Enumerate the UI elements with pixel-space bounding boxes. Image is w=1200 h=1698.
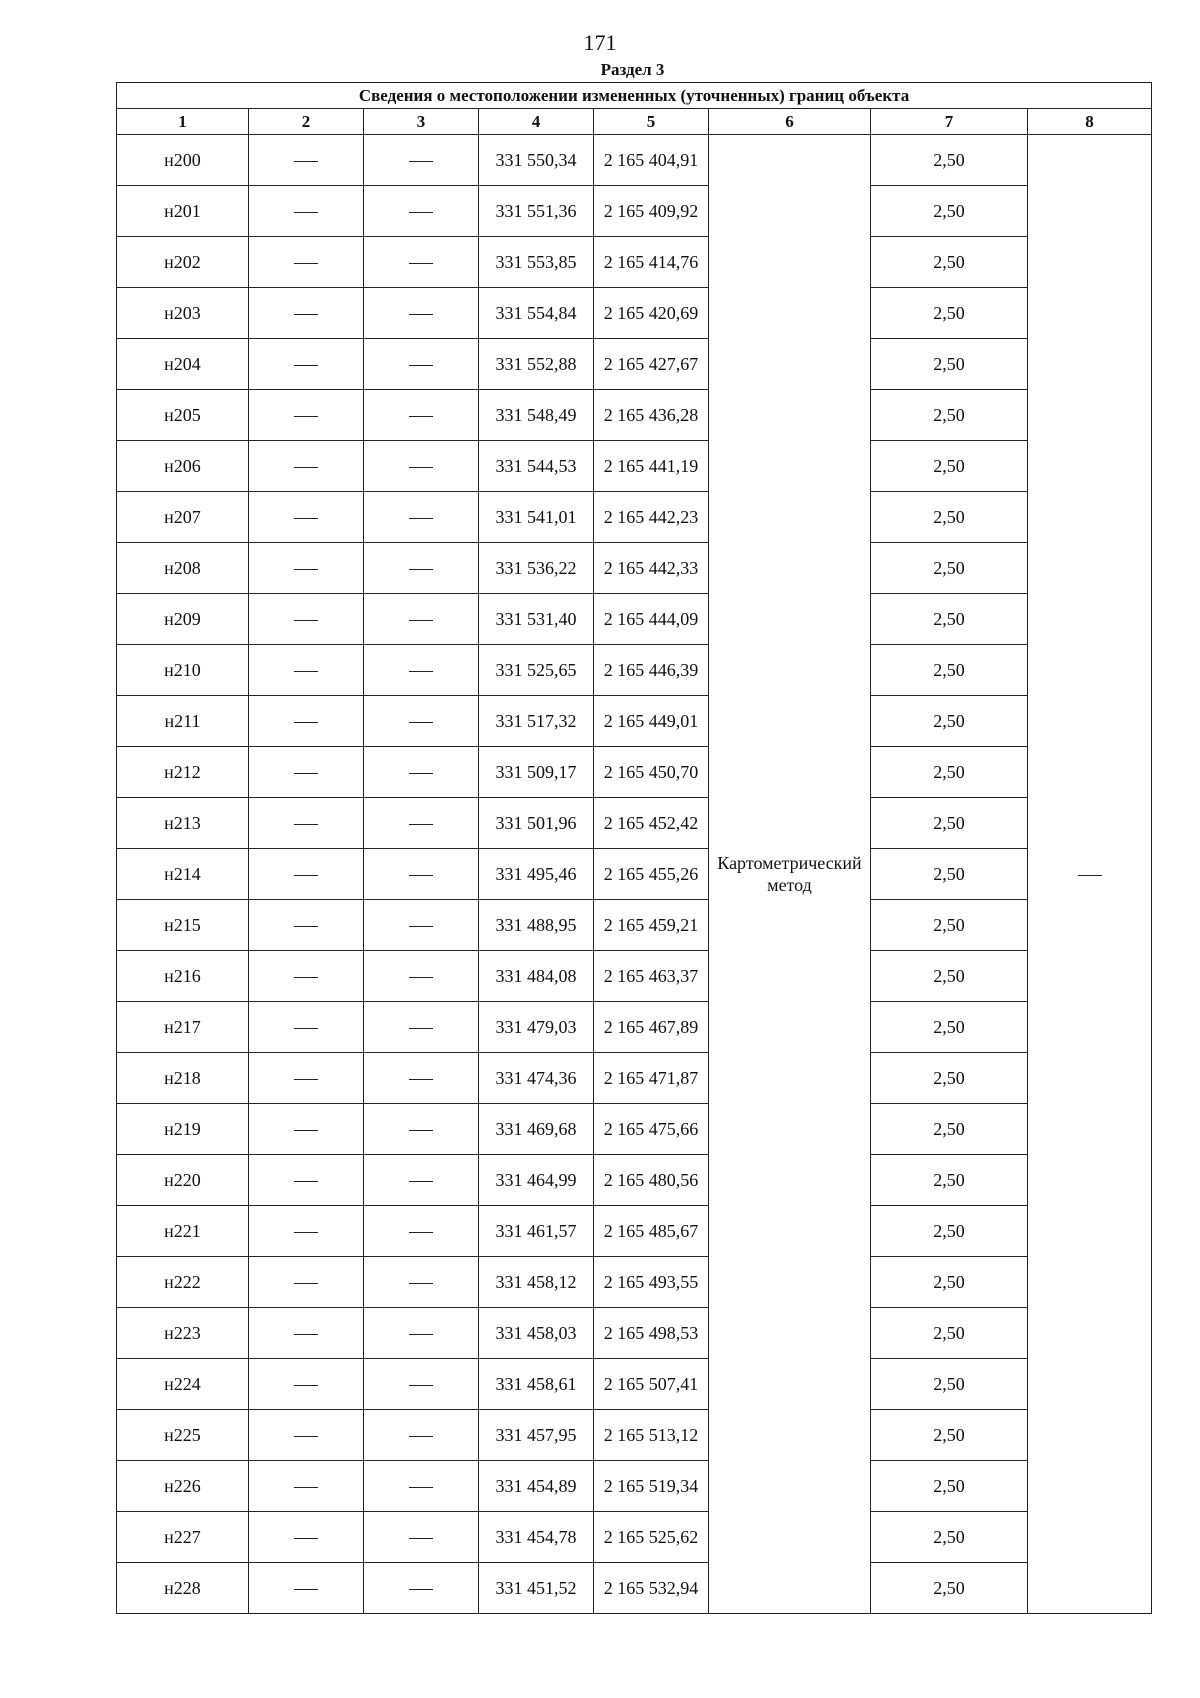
coordinate-x-cell: 331 484,08 bbox=[479, 951, 594, 1002]
column-2-cell bbox=[249, 1104, 364, 1155]
coordinate-x-cell: 331 451,52 bbox=[479, 1563, 594, 1614]
column-3-cell bbox=[364, 1206, 479, 1257]
coordinate-x-cell: 331 469,68 bbox=[479, 1104, 594, 1155]
column-2-cell bbox=[249, 900, 364, 951]
column-3-cell bbox=[364, 1104, 479, 1155]
table-row bbox=[117, 1359, 1152, 1410]
column-3-cell bbox=[364, 492, 479, 543]
coordinate-x-cell: 331 525,65 bbox=[479, 645, 594, 696]
column-3-cell bbox=[364, 1155, 479, 1206]
column-3-cell bbox=[364, 288, 479, 339]
accuracy-cell: 2,50 bbox=[871, 135, 1028, 186]
coordinate-y-cell: 2 165 436,28 bbox=[594, 390, 709, 441]
coordinate-y-cell: 2 165 450,70 bbox=[594, 747, 709, 798]
point-name-cell: н209 bbox=[117, 594, 249, 645]
accuracy-cell: 2,50 bbox=[871, 849, 1028, 900]
coordinate-x-cell: 331 554,84 bbox=[479, 288, 594, 339]
column-3-cell bbox=[364, 543, 479, 594]
table-caption: Сведения о местоположении измененных (уточненных) границ объекта bbox=[117, 83, 1152, 109]
coordinate-y-cell: 2 165 420,69 bbox=[594, 288, 709, 339]
column-3-cell bbox=[364, 339, 479, 390]
dash-mark bbox=[294, 1028, 318, 1029]
table-row bbox=[117, 492, 1152, 543]
accuracy-cell: 2,50 bbox=[871, 1053, 1028, 1104]
column-2-cell bbox=[249, 1206, 364, 1257]
dash-mark bbox=[294, 824, 318, 825]
dash-mark bbox=[294, 620, 318, 621]
coordinate-y-cell: 2 165 493,55 bbox=[594, 1257, 709, 1308]
coordinate-x-cell: 331 458,61 bbox=[479, 1359, 594, 1410]
dash-mark bbox=[294, 1130, 318, 1131]
column-3-cell bbox=[364, 696, 479, 747]
column-2-cell bbox=[249, 645, 364, 696]
table-row bbox=[117, 1155, 1152, 1206]
coordinate-y-cell: 2 165 442,33 bbox=[594, 543, 709, 594]
point-name-cell: н224 bbox=[117, 1359, 249, 1410]
column-2-cell bbox=[249, 288, 364, 339]
column-2-cell bbox=[249, 1461, 364, 1512]
column-3-cell bbox=[364, 186, 479, 237]
point-name-cell: н218 bbox=[117, 1053, 249, 1104]
table-row bbox=[117, 288, 1152, 339]
table-row bbox=[117, 237, 1152, 288]
accuracy-cell: 2,50 bbox=[871, 1257, 1028, 1308]
column-2-cell bbox=[249, 1359, 364, 1410]
table-row bbox=[117, 339, 1152, 390]
coordinate-x-cell: 331 479,03 bbox=[479, 1002, 594, 1053]
dash-mark bbox=[409, 1130, 433, 1131]
dash-mark bbox=[409, 977, 433, 978]
dash-mark bbox=[409, 1436, 433, 1437]
point-name-cell: н210 bbox=[117, 645, 249, 696]
accuracy-cell: 2,50 bbox=[871, 288, 1028, 339]
dash-mark bbox=[294, 977, 318, 978]
column-3-cell bbox=[364, 1563, 479, 1614]
point-name-cell: н200 bbox=[117, 135, 249, 186]
table-row bbox=[117, 900, 1152, 951]
coordinate-y-cell: 2 165 471,87 bbox=[594, 1053, 709, 1104]
column-2-cell bbox=[249, 951, 364, 1002]
point-name-cell: н216 bbox=[117, 951, 249, 1002]
dash-mark bbox=[409, 1181, 433, 1182]
column-2-cell bbox=[249, 135, 364, 186]
accuracy-cell: 2,50 bbox=[871, 1308, 1028, 1359]
coordinate-y-cell: 2 165 404,91 bbox=[594, 135, 709, 186]
dash-mark bbox=[1078, 875, 1102, 876]
coordinate-x-cell: 331 509,17 bbox=[479, 747, 594, 798]
point-name-cell: н202 bbox=[117, 237, 249, 288]
column-2-cell bbox=[249, 1512, 364, 1563]
accuracy-cell: 2,50 bbox=[871, 900, 1028, 951]
table-row bbox=[117, 1206, 1152, 1257]
column-number: 1 bbox=[117, 109, 249, 135]
coordinate-y-cell: 2 165 441,19 bbox=[594, 441, 709, 492]
section-title: Раздел 3 bbox=[600, 60, 665, 79]
dash-mark bbox=[409, 365, 433, 366]
coordinate-x-cell: 331 458,12 bbox=[479, 1257, 594, 1308]
column-2-cell bbox=[249, 798, 364, 849]
column-3-cell bbox=[364, 594, 479, 645]
accuracy-cell: 2,50 bbox=[871, 1461, 1028, 1512]
dash-mark bbox=[409, 569, 433, 570]
column-3-cell bbox=[364, 849, 479, 900]
coordinate-y-cell: 2 165 513,12 bbox=[594, 1410, 709, 1461]
accuracy-cell: 2,50 bbox=[871, 645, 1028, 696]
coordinate-y-cell: 2 165 414,76 bbox=[594, 237, 709, 288]
coordinate-y-cell: 2 165 446,39 bbox=[594, 645, 709, 696]
dash-mark bbox=[409, 875, 433, 876]
dash-mark bbox=[409, 722, 433, 723]
point-name-cell: н212 bbox=[117, 747, 249, 798]
coordinate-x-cell: 331 517,32 bbox=[479, 696, 594, 747]
column-3-cell bbox=[364, 1308, 479, 1359]
coordinate-y-cell: 2 165 455,26 bbox=[594, 849, 709, 900]
column-2-cell bbox=[249, 339, 364, 390]
page-number: 171 bbox=[583, 30, 617, 55]
table-row bbox=[117, 1563, 1152, 1614]
accuracy-cell: 2,50 bbox=[871, 951, 1028, 1002]
column-3-cell bbox=[364, 747, 479, 798]
table-row bbox=[117, 441, 1152, 492]
boundary-table bbox=[116, 82, 1152, 1614]
column-2-cell bbox=[249, 1155, 364, 1206]
column-number: 6 bbox=[709, 109, 871, 135]
table-row bbox=[117, 1257, 1152, 1308]
dash-mark bbox=[294, 365, 318, 366]
column-2-cell bbox=[249, 696, 364, 747]
dash-mark bbox=[294, 161, 318, 162]
column-2-cell bbox=[249, 594, 364, 645]
column-2-cell bbox=[249, 390, 364, 441]
dash-mark bbox=[294, 1232, 318, 1233]
dash-mark bbox=[294, 1334, 318, 1335]
accuracy-cell: 2,50 bbox=[871, 186, 1028, 237]
dash-mark bbox=[409, 1028, 433, 1029]
dash-mark bbox=[409, 1385, 433, 1386]
coordinate-x-cell: 331 536,22 bbox=[479, 543, 594, 594]
point-name-cell: н227 bbox=[117, 1512, 249, 1563]
coordinate-y-cell: 2 165 459,21 bbox=[594, 900, 709, 951]
table-row bbox=[117, 645, 1152, 696]
dash-mark bbox=[409, 926, 433, 927]
column-2-cell bbox=[249, 492, 364, 543]
table-row bbox=[117, 1512, 1152, 1563]
coordinate-y-cell: 2 165 498,53 bbox=[594, 1308, 709, 1359]
dash-mark bbox=[409, 467, 433, 468]
column-2-cell bbox=[249, 1257, 364, 1308]
dash-mark bbox=[409, 824, 433, 825]
coordinate-y-cell: 2 165 507,41 bbox=[594, 1359, 709, 1410]
table-row bbox=[117, 798, 1152, 849]
accuracy-cell: 2,50 bbox=[871, 696, 1028, 747]
coordinate-y-cell: 2 165 525,62 bbox=[594, 1512, 709, 1563]
dash-mark bbox=[409, 161, 433, 162]
table-row bbox=[117, 1461, 1152, 1512]
column-3-cell bbox=[364, 900, 479, 951]
point-name-cell: н213 bbox=[117, 798, 249, 849]
column-2-cell bbox=[249, 849, 364, 900]
coordinate-y-cell: 2 165 532,94 bbox=[594, 1563, 709, 1614]
dash-mark bbox=[294, 1538, 318, 1539]
dash-mark bbox=[294, 1589, 318, 1590]
dash-mark bbox=[294, 671, 318, 672]
accuracy-cell: 2,50 bbox=[871, 1563, 1028, 1614]
accuracy-cell: 2,50 bbox=[871, 798, 1028, 849]
column-2-cell bbox=[249, 1410, 364, 1461]
accuracy-cell: 2,50 bbox=[871, 1410, 1028, 1461]
method-cell: Картометрический метод bbox=[709, 135, 871, 1614]
point-name-cell: н204 bbox=[117, 339, 249, 390]
table-row bbox=[117, 1308, 1152, 1359]
dash-mark bbox=[294, 314, 318, 315]
column-2-cell bbox=[249, 1308, 364, 1359]
point-name-cell: н226 bbox=[117, 1461, 249, 1512]
dash-mark bbox=[409, 212, 433, 213]
dash-mark bbox=[294, 773, 318, 774]
point-name-cell: н211 bbox=[117, 696, 249, 747]
dash-mark bbox=[294, 518, 318, 519]
dash-mark bbox=[409, 1538, 433, 1539]
column-2-cell bbox=[249, 237, 364, 288]
column-3-cell bbox=[364, 1053, 479, 1104]
coordinate-y-cell: 2 165 449,01 bbox=[594, 696, 709, 747]
dash-mark bbox=[294, 263, 318, 264]
table-row bbox=[117, 1053, 1152, 1104]
coordinate-x-cell: 331 541,01 bbox=[479, 492, 594, 543]
table-row bbox=[117, 594, 1152, 645]
coordinate-y-cell: 2 165 442,23 bbox=[594, 492, 709, 543]
column-3-cell bbox=[364, 1002, 479, 1053]
dash-mark bbox=[294, 1181, 318, 1182]
dash-mark bbox=[294, 1436, 318, 1437]
point-name-cell: н219 bbox=[117, 1104, 249, 1155]
coordinate-x-cell: 331 553,85 bbox=[479, 237, 594, 288]
point-name-cell: н208 bbox=[117, 543, 249, 594]
dash-mark bbox=[294, 1283, 318, 1284]
coordinate-x-cell: 331 457,95 bbox=[479, 1410, 594, 1461]
dash-mark bbox=[409, 518, 433, 519]
coordinate-x-cell: 331 474,36 bbox=[479, 1053, 594, 1104]
dash-mark bbox=[409, 1589, 433, 1590]
table-row bbox=[117, 747, 1152, 798]
coordinate-x-cell: 331 548,49 bbox=[479, 390, 594, 441]
dash-mark bbox=[409, 314, 433, 315]
coordinate-x-cell: 331 454,89 bbox=[479, 1461, 594, 1512]
accuracy-cell: 2,50 bbox=[871, 1512, 1028, 1563]
column-3-cell bbox=[364, 1257, 479, 1308]
dash-mark bbox=[409, 263, 433, 264]
table-body bbox=[117, 135, 1152, 1614]
coordinate-y-cell: 2 165 463,37 bbox=[594, 951, 709, 1002]
dash-mark bbox=[294, 467, 318, 468]
coordinate-y-cell: 2 165 519,34 bbox=[594, 1461, 709, 1512]
point-name-cell: н220 bbox=[117, 1155, 249, 1206]
dash-mark bbox=[294, 1385, 318, 1386]
column-8-cell bbox=[1028, 135, 1152, 1614]
coordinate-x-cell: 331 454,78 bbox=[479, 1512, 594, 1563]
column-number: 3 bbox=[364, 109, 479, 135]
coordinate-x-cell: 331 544,53 bbox=[479, 441, 594, 492]
table-row bbox=[117, 1410, 1152, 1461]
accuracy-cell: 2,50 bbox=[871, 747, 1028, 798]
accuracy-cell: 2,50 bbox=[871, 237, 1028, 288]
coordinate-y-cell: 2 165 480,56 bbox=[594, 1155, 709, 1206]
point-name-cell: н215 bbox=[117, 900, 249, 951]
coordinate-y-cell: 2 165 444,09 bbox=[594, 594, 709, 645]
accuracy-cell: 2,50 bbox=[871, 1206, 1028, 1257]
point-name-cell: н205 bbox=[117, 390, 249, 441]
dash-mark bbox=[294, 1079, 318, 1080]
column-3-cell bbox=[364, 645, 479, 696]
dash-mark bbox=[294, 212, 318, 213]
column-2-cell bbox=[249, 186, 364, 237]
dash-mark bbox=[409, 773, 433, 774]
point-name-cell: н207 bbox=[117, 492, 249, 543]
column-3-cell bbox=[364, 390, 479, 441]
accuracy-cell: 2,50 bbox=[871, 441, 1028, 492]
coordinate-x-cell: 331 461,57 bbox=[479, 1206, 594, 1257]
coordinate-y-cell: 2 165 409,92 bbox=[594, 186, 709, 237]
point-name-cell: н223 bbox=[117, 1308, 249, 1359]
coordinate-x-cell: 331 552,88 bbox=[479, 339, 594, 390]
coordinate-x-cell: 331 488,95 bbox=[479, 900, 594, 951]
dash-mark bbox=[294, 1487, 318, 1488]
point-name-cell: н203 bbox=[117, 288, 249, 339]
table-row bbox=[117, 1002, 1152, 1053]
column-2-cell bbox=[249, 441, 364, 492]
coordinate-x-cell: 331 531,40 bbox=[479, 594, 594, 645]
column-2-cell bbox=[249, 1053, 364, 1104]
column-3-cell bbox=[364, 951, 479, 1002]
point-name-cell: н214 bbox=[117, 849, 249, 900]
dash-mark bbox=[409, 1232, 433, 1233]
accuracy-cell: 2,50 bbox=[871, 543, 1028, 594]
column-number: 8 bbox=[1028, 109, 1152, 135]
column-3-cell bbox=[364, 1410, 479, 1461]
accuracy-cell: 2,50 bbox=[871, 339, 1028, 390]
coordinate-y-cell: 2 165 427,67 bbox=[594, 339, 709, 390]
column-number: 2 bbox=[249, 109, 364, 135]
table-row bbox=[117, 186, 1152, 237]
point-name-cell: н201 bbox=[117, 186, 249, 237]
dash-mark bbox=[294, 875, 318, 876]
dash-mark bbox=[409, 1334, 433, 1335]
column-2-cell bbox=[249, 747, 364, 798]
dash-mark bbox=[409, 1079, 433, 1080]
table-row bbox=[117, 1104, 1152, 1155]
dash-mark bbox=[294, 569, 318, 570]
accuracy-cell: 2,50 bbox=[871, 1155, 1028, 1206]
coordinate-x-cell: 331 551,36 bbox=[479, 186, 594, 237]
table-row bbox=[117, 951, 1152, 1002]
accuracy-cell: 2,50 bbox=[871, 1104, 1028, 1155]
coordinate-x-cell: 331 495,46 bbox=[479, 849, 594, 900]
coordinate-x-cell: 331 464,99 bbox=[479, 1155, 594, 1206]
point-name-cell: н228 bbox=[117, 1563, 249, 1614]
column-number-row bbox=[117, 109, 1152, 135]
dash-mark bbox=[409, 620, 433, 621]
table-row bbox=[117, 390, 1152, 441]
column-2-cell bbox=[249, 543, 364, 594]
coordinate-y-cell: 2 165 452,42 bbox=[594, 798, 709, 849]
dash-mark bbox=[294, 926, 318, 927]
accuracy-cell: 2,50 bbox=[871, 390, 1028, 441]
dash-mark bbox=[294, 722, 318, 723]
table-row bbox=[117, 135, 1152, 186]
coordinate-y-cell: 2 165 475,66 bbox=[594, 1104, 709, 1155]
accuracy-cell: 2,50 bbox=[871, 492, 1028, 543]
column-3-cell bbox=[364, 441, 479, 492]
coordinate-y-cell: 2 165 485,67 bbox=[594, 1206, 709, 1257]
dash-mark bbox=[409, 671, 433, 672]
dash-mark bbox=[294, 416, 318, 417]
point-name-cell: н225 bbox=[117, 1410, 249, 1461]
column-2-cell bbox=[249, 1563, 364, 1614]
column-3-cell bbox=[364, 1461, 479, 1512]
coordinate-x-cell: 331 501,96 bbox=[479, 798, 594, 849]
point-name-cell: н206 bbox=[117, 441, 249, 492]
table-row bbox=[117, 849, 1152, 900]
column-3-cell bbox=[364, 798, 479, 849]
accuracy-cell: 2,50 bbox=[871, 594, 1028, 645]
accuracy-cell: 2,50 bbox=[871, 1002, 1028, 1053]
table-row bbox=[117, 543, 1152, 594]
coordinate-y-cell: 2 165 467,89 bbox=[594, 1002, 709, 1053]
coordinate-x-cell: 331 458,03 bbox=[479, 1308, 594, 1359]
dash-mark bbox=[409, 1487, 433, 1488]
accuracy-cell: 2,50 bbox=[871, 1359, 1028, 1410]
column-number: 5 bbox=[594, 109, 709, 135]
coordinate-x-cell: 331 550,34 bbox=[479, 135, 594, 186]
table-row bbox=[117, 696, 1152, 747]
column-number: 4 bbox=[479, 109, 594, 135]
column-number: 7 bbox=[871, 109, 1028, 135]
point-name-cell: н222 bbox=[117, 1257, 249, 1308]
column-3-cell bbox=[364, 1512, 479, 1563]
dash-mark bbox=[409, 416, 433, 417]
point-name-cell: н221 bbox=[117, 1206, 249, 1257]
column-3-cell bbox=[364, 135, 479, 186]
column-3-cell bbox=[364, 1359, 479, 1410]
column-2-cell bbox=[249, 1002, 364, 1053]
column-3-cell bbox=[364, 237, 479, 288]
dash-mark bbox=[409, 1283, 433, 1284]
point-name-cell: н217 bbox=[117, 1002, 249, 1053]
